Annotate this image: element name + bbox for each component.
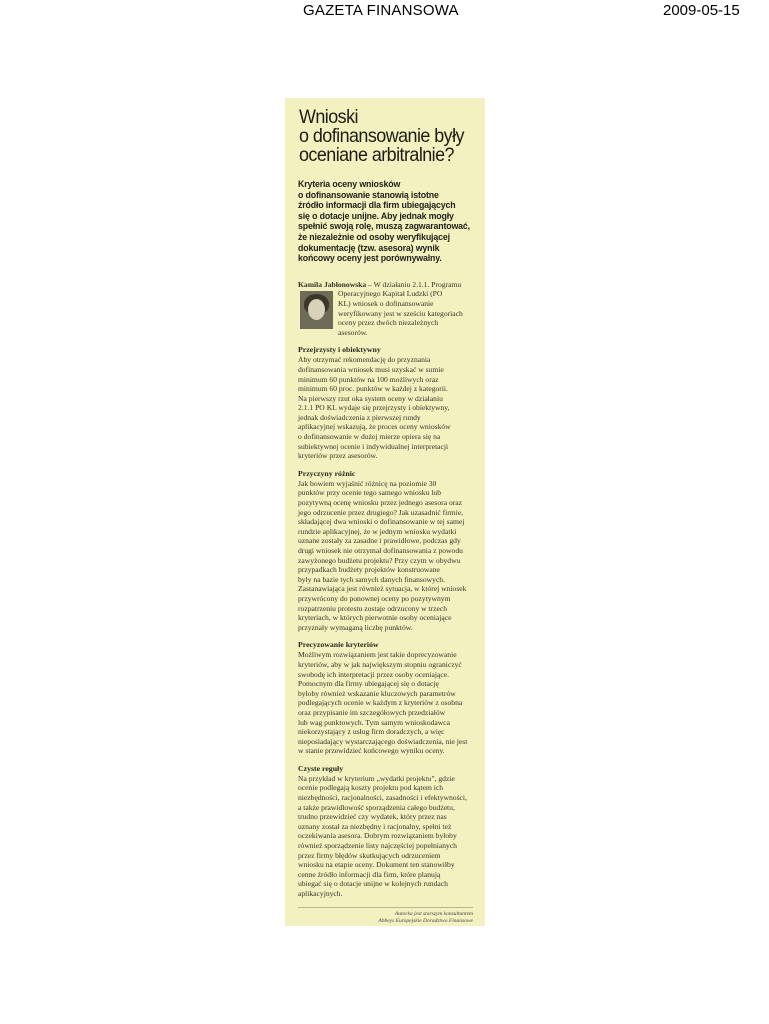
section-heading: Przyczyny różnic — [298, 468, 356, 478]
section-line: minimum 60 punktów na 100 możliwych oraz — [298, 374, 439, 384]
byline-line: weryfikowany jest w sześciu kategoriach — [338, 308, 463, 318]
lead-line: dokumentację (tzw. asesora) wynik — [298, 242, 440, 253]
section-line: aplikacyjnych. — [298, 889, 343, 898]
lead-line: się o dotacje unijne. Aby jednak mogły — [298, 210, 454, 221]
section-line: punktów przy ocenie tego samego wniosku lub — [298, 488, 441, 498]
lead-line: że niezależnie od osoby weryfikującej — [298, 231, 450, 242]
section-body — [298, 650, 477, 756]
section-line: minimum 60 proc. punktów w każdej z kategorii. — [298, 384, 448, 394]
section-line: Jak bowiem wyjaśnić różnicę na poziomie 30 — [298, 478, 437, 488]
section-line: ubiegać się o dotacje unijne w kolejnych rundach — [298, 879, 448, 889]
section-line: ocenie podlegają koszty projektu pod kątem ich — [298, 783, 444, 793]
publication-date: 2009-05-15 — [663, 2, 740, 19]
section-line: kryteriów, aby w jak największym stopniu ograniczyć — [298, 659, 462, 669]
section-line: kryteriach, w których pierwotnie osoby oceniające — [298, 613, 452, 623]
section-line: jednak doświadczenia z pierwszej rundy — [298, 412, 421, 422]
section-line: swobodę ich interpretacji przez osoby oceniające. — [298, 669, 449, 679]
section-line: a także prawidłowość sporządzenia całego budżetu, — [298, 802, 455, 812]
portrait-face — [308, 299, 325, 320]
section-line: Aby otrzymać rekomendację do przyznania — [298, 355, 431, 365]
title-line: o dofinansowanie były — [299, 125, 464, 147]
lead-line: źródło informacji dla firm ubiegających — [298, 200, 456, 211]
section-line: lub wag punktowych. Tym samym wnioskodawca — [298, 717, 451, 727]
section-line: kryteriów przez asesorów. — [298, 451, 378, 461]
newspaper-clipping — [285, 98, 485, 926]
section-line: uznane zostały za zasadne i prawidłowe, podczas gdy — [298, 536, 461, 546]
section-body — [298, 355, 477, 461]
section-line: składającej dwa wnioski o dofinansowanie w tej samej — [298, 517, 465, 527]
byline-first-line — [298, 280, 477, 290]
section-line: uznany został za niezbędny i racjonalny, spełni też — [298, 821, 452, 831]
byline-line: asesorów. — [338, 327, 368, 337]
section-line: byłoby również wskazanie kluczowych parametrów — [298, 688, 456, 698]
lead-line: Kryteria oceny wniosków — [298, 179, 401, 189]
section-heading: Czyste reguły — [298, 763, 344, 773]
byline-line: Operacyjnego Kapitał Ludzki (PO — [338, 289, 443, 299]
section-line: przez firmy błędów skutkujących odrzuceniem — [298, 850, 441, 860]
section-line: wniosku na etapie oceny. Dokument ten stanowiłby — [298, 860, 455, 870]
section-line: Zastanawiająca jest również sytuacja, w której wniosek — [298, 584, 467, 594]
section-line: Pomocnym dla firmy ubiegającej się o dotację — [298, 679, 439, 689]
section-line: Na przykład w kryterium „wydatki projektu", gdzie — [298, 773, 455, 783]
author-photo — [300, 291, 333, 329]
author-name: Kamila Jabłonowska — [298, 279, 367, 289]
title-line: oceniane arbitralnie? — [299, 144, 454, 166]
section-line: niezbędności, racjonalności, zasadności i efektywności, — [298, 793, 467, 803]
section-line: przyznały wymaganą liczbę punktów. — [298, 622, 413, 632]
section-line: o dofinansowanie w dużej mierze opiera się na — [298, 432, 441, 442]
section-line: Możliwym rozwiązaniem jest takie doprecyzowanie — [298, 650, 457, 660]
section-line: dofinansowania wniosek musi uzyskać w sumie — [298, 364, 444, 374]
byline-line: KL) wniosek o dofinansowanie — [338, 298, 434, 308]
article-title — [299, 108, 483, 165]
byline-line: oceny przez dwóch niezależnych — [338, 318, 439, 328]
byline-text: – W działaniu 2.1.1. Programu — [366, 279, 462, 289]
section-line: również sporządzenie listy najczęściej popełnianych — [298, 841, 457, 851]
section-line: trudno przewidzieć czy wydatek, który przez nas — [298, 812, 447, 822]
lead-line: końcowy oceny jest porównywalny. — [298, 253, 442, 264]
section-line: rozpatrzeniu protestu zostaje odrzucony w trzech — [298, 603, 448, 613]
section-line: 2.1.1 PO KL wydaje się przejrzysty i obiektywny, — [298, 403, 450, 413]
section-line: były na bazie tych samych danych finansowych. — [298, 574, 445, 584]
section-body — [298, 774, 477, 899]
section-heading: Precyzowanie kryteriów — [298, 640, 379, 650]
section-heading: Przejrzysty i obiektywny — [298, 345, 381, 355]
lead-line: spełnić swoją rolę, muszą zagwarantować, — [298, 221, 470, 232]
section-line: cenne źródło informacji dla firm, które planują — [298, 869, 441, 879]
section-line: Na pierwszy rzut oka system oceny w działaniu — [298, 393, 443, 403]
section-line: drugi wniosek nie otrzymał dofinansowania z powodu — [298, 546, 463, 555]
section-line: przypadkach budżety projektów konstruowane — [298, 565, 440, 575]
byline-block — [298, 280, 477, 338]
section-line: subiektywnej ocenie i indywidualnej interpretacji — [298, 441, 449, 451]
section-line: podlegających ocenie w każdym z kryteriów z osobna — [298, 698, 463, 708]
section-body — [298, 479, 477, 633]
section-line: aplikacyjnej wskazują, że proces oceny wniosków — [298, 422, 451, 432]
section-line: oczekiwania asesora. Dobrym rozwiązaniem byłoby — [298, 831, 457, 841]
section-line: w stanie przewidzieć końcowego wyniku oceny. — [298, 746, 445, 756]
section-line: nieposiadający wystarczającego doświadczenia, nie jest — [298, 736, 468, 746]
credit-line: Autorka jest starszym konsultantem — [394, 910, 473, 917]
section-line: niekorzystający z usług firm doradczych, a więc — [298, 727, 445, 737]
article-lead — [298, 179, 477, 264]
section-line: rundzie aplikacyjnej, że w jednym wniosku wydatki — [298, 526, 457, 536]
lead-line: o dofinansowanie stanowią istotne — [298, 189, 439, 200]
article-sections — [298, 345, 477, 898]
author-credit — [298, 907, 473, 925]
publication-name: GAZETA FINANSOWA — [303, 2, 459, 19]
section-line: jego odrzucenie przez drugiego? Jak uzasadnić firmie, — [298, 507, 464, 517]
section-line: oraz przypisanie im szczegółowych przedziałów — [298, 707, 446, 717]
section-line: pozytywną ocenę wniosku przez jednego asesora oraz — [298, 498, 463, 508]
section-line: przywrócony do ponownej oceny po pozytywnym — [298, 593, 451, 603]
credit-line: Abbeys Europejskie Doradztwo Finansowe — [378, 917, 473, 924]
section-line: zawyżonego budżetu projektu? Przy czym w obydwu — [298, 555, 461, 565]
title-line: Wnioski — [299, 106, 358, 128]
